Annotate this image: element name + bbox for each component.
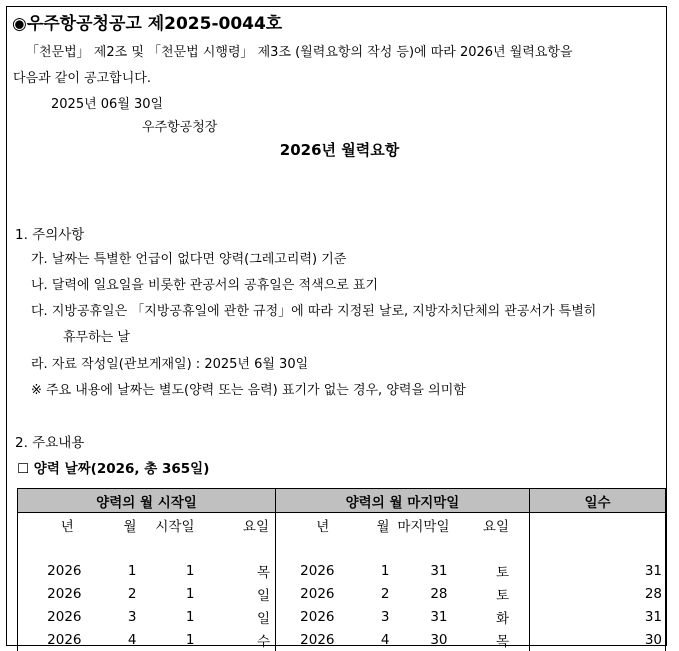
cell-days: 30 [530, 628, 666, 651]
sub-header-days-blank [530, 513, 666, 537]
table-row [18, 628, 666, 651]
cell-month: 2 [127, 585, 137, 602]
cell-weekday: 수 [201, 628, 276, 651]
notice-date: 2025년 06월 30일 [51, 97, 164, 112]
table-row [18, 605, 666, 628]
cell-weekday: 일 [201, 582, 276, 605]
cell-last-day: 31 [430, 562, 448, 579]
cell-year-end: 2026 [300, 562, 335, 579]
cell-month: 1 [127, 562, 137, 579]
cell-month: 4 [127, 631, 137, 648]
cell-weekday-end: 화 [454, 605, 530, 628]
sub-header-weekday: 요일 [201, 513, 276, 537]
cell-weekday: 목 [201, 559, 276, 582]
cell-days: 31 [530, 605, 666, 628]
section1-item-da-cont: 휴무하는 날 [63, 330, 130, 345]
cell-start-day: 1 [185, 562, 195, 579]
intro-line-1: 「천문법」 제2조 및 「천문법 시행령」 제3조 (월력요항의 작성 등)에 따라 2026년 월력요항을 [26, 45, 573, 60]
cell-month-end: 3 [380, 608, 390, 625]
cell-month-end: 2 [380, 585, 390, 602]
page-heading: 2026년 월력요항 [279, 141, 400, 159]
cell-weekday-end: 토 [454, 559, 530, 582]
intro-line-2: 다음과 같이 공고합니다. [13, 71, 151, 86]
cell-year-end: 2026 [300, 631, 335, 648]
sub-header-year-end: 년 [316, 518, 330, 535]
section1-item-da: 다. 지방공휴일은 「지방공휴일에 관한 규정」에 따라 지정된 날로, 지방자치단체의 관공서가 특별히 [31, 304, 597, 319]
cell-weekday-end: 목 [454, 628, 530, 651]
cell-year-end: 2026 [300, 585, 335, 602]
cell-month-end: 4 [380, 631, 390, 648]
sub-header-year: 년 [18, 513, 87, 537]
sub-header-weekday-end: 요일 [454, 513, 530, 537]
cell-month: 3 [127, 608, 137, 625]
table-row [18, 559, 666, 582]
cell-last-day: 31 [430, 608, 448, 625]
group-header-end: 양력의 월 마지막일 [276, 489, 530, 513]
cell-weekday: 일 [201, 605, 276, 628]
cell-year: 2026 [18, 582, 87, 605]
cell-days: 28 [530, 582, 666, 605]
cell-last-day: 30 [430, 631, 448, 648]
section1-note: ※ 주요 내용에 날짜는 별도(양력 또는 음력) 표기가 없는 경우, 양력을 의미함 [31, 383, 466, 398]
section1-item-ra: 라. 자료 작성일(관보게재일) : 2025년 6월 30일 [31, 357, 309, 372]
group-header-start: 양력의 월 시작일 [18, 489, 276, 513]
table-group-header-row [18, 489, 666, 513]
calendar-table [17, 488, 666, 651]
cell-year: 2026 [18, 559, 87, 582]
notice-issuer: 우주항공청장 [142, 120, 218, 135]
section1-title: 1. 주의사항 [15, 227, 85, 243]
cell-start-day: 1 [185, 608, 195, 625]
cell-year: 2026 [18, 628, 87, 651]
section2-subtitle: ☐ 양력 날짜(2026, 총 365일) [17, 461, 210, 477]
section1-item-na: 나. 달력에 일요일을 비롯한 관공서의 공휴일은 적색으로 표기 [31, 278, 379, 293]
cell-last-day: 28 [430, 585, 448, 602]
sub-header-start-day: 시작일 [155, 518, 195, 535]
cell-year: 2026 [18, 605, 87, 628]
cell-start-day: 1 [185, 631, 195, 648]
section1-item-ga: 가. 날짜는 특별한 언급이 없다면 양력(그레고리력) 기준 [31, 252, 347, 267]
sub-header-month: 월 [123, 518, 137, 535]
table-row [18, 582, 666, 605]
cell-weekday-end: 토 [454, 582, 530, 605]
group-header-days: 일수 [530, 489, 666, 513]
sub-header-last-day: 마지막일 [397, 518, 450, 535]
notice-title: ◉우주항공청공고 제2025-0044호 [12, 14, 283, 34]
cell-days: 31 [530, 559, 666, 582]
cell-month-end: 1 [380, 562, 390, 579]
cell-start-day: 1 [185, 585, 195, 602]
section2-title: 2. 주요내용 [15, 435, 85, 451]
sub-header-month-end: 월 [376, 518, 390, 535]
cell-year-end: 2026 [300, 608, 335, 625]
table-sub-header-row [18, 513, 666, 537]
